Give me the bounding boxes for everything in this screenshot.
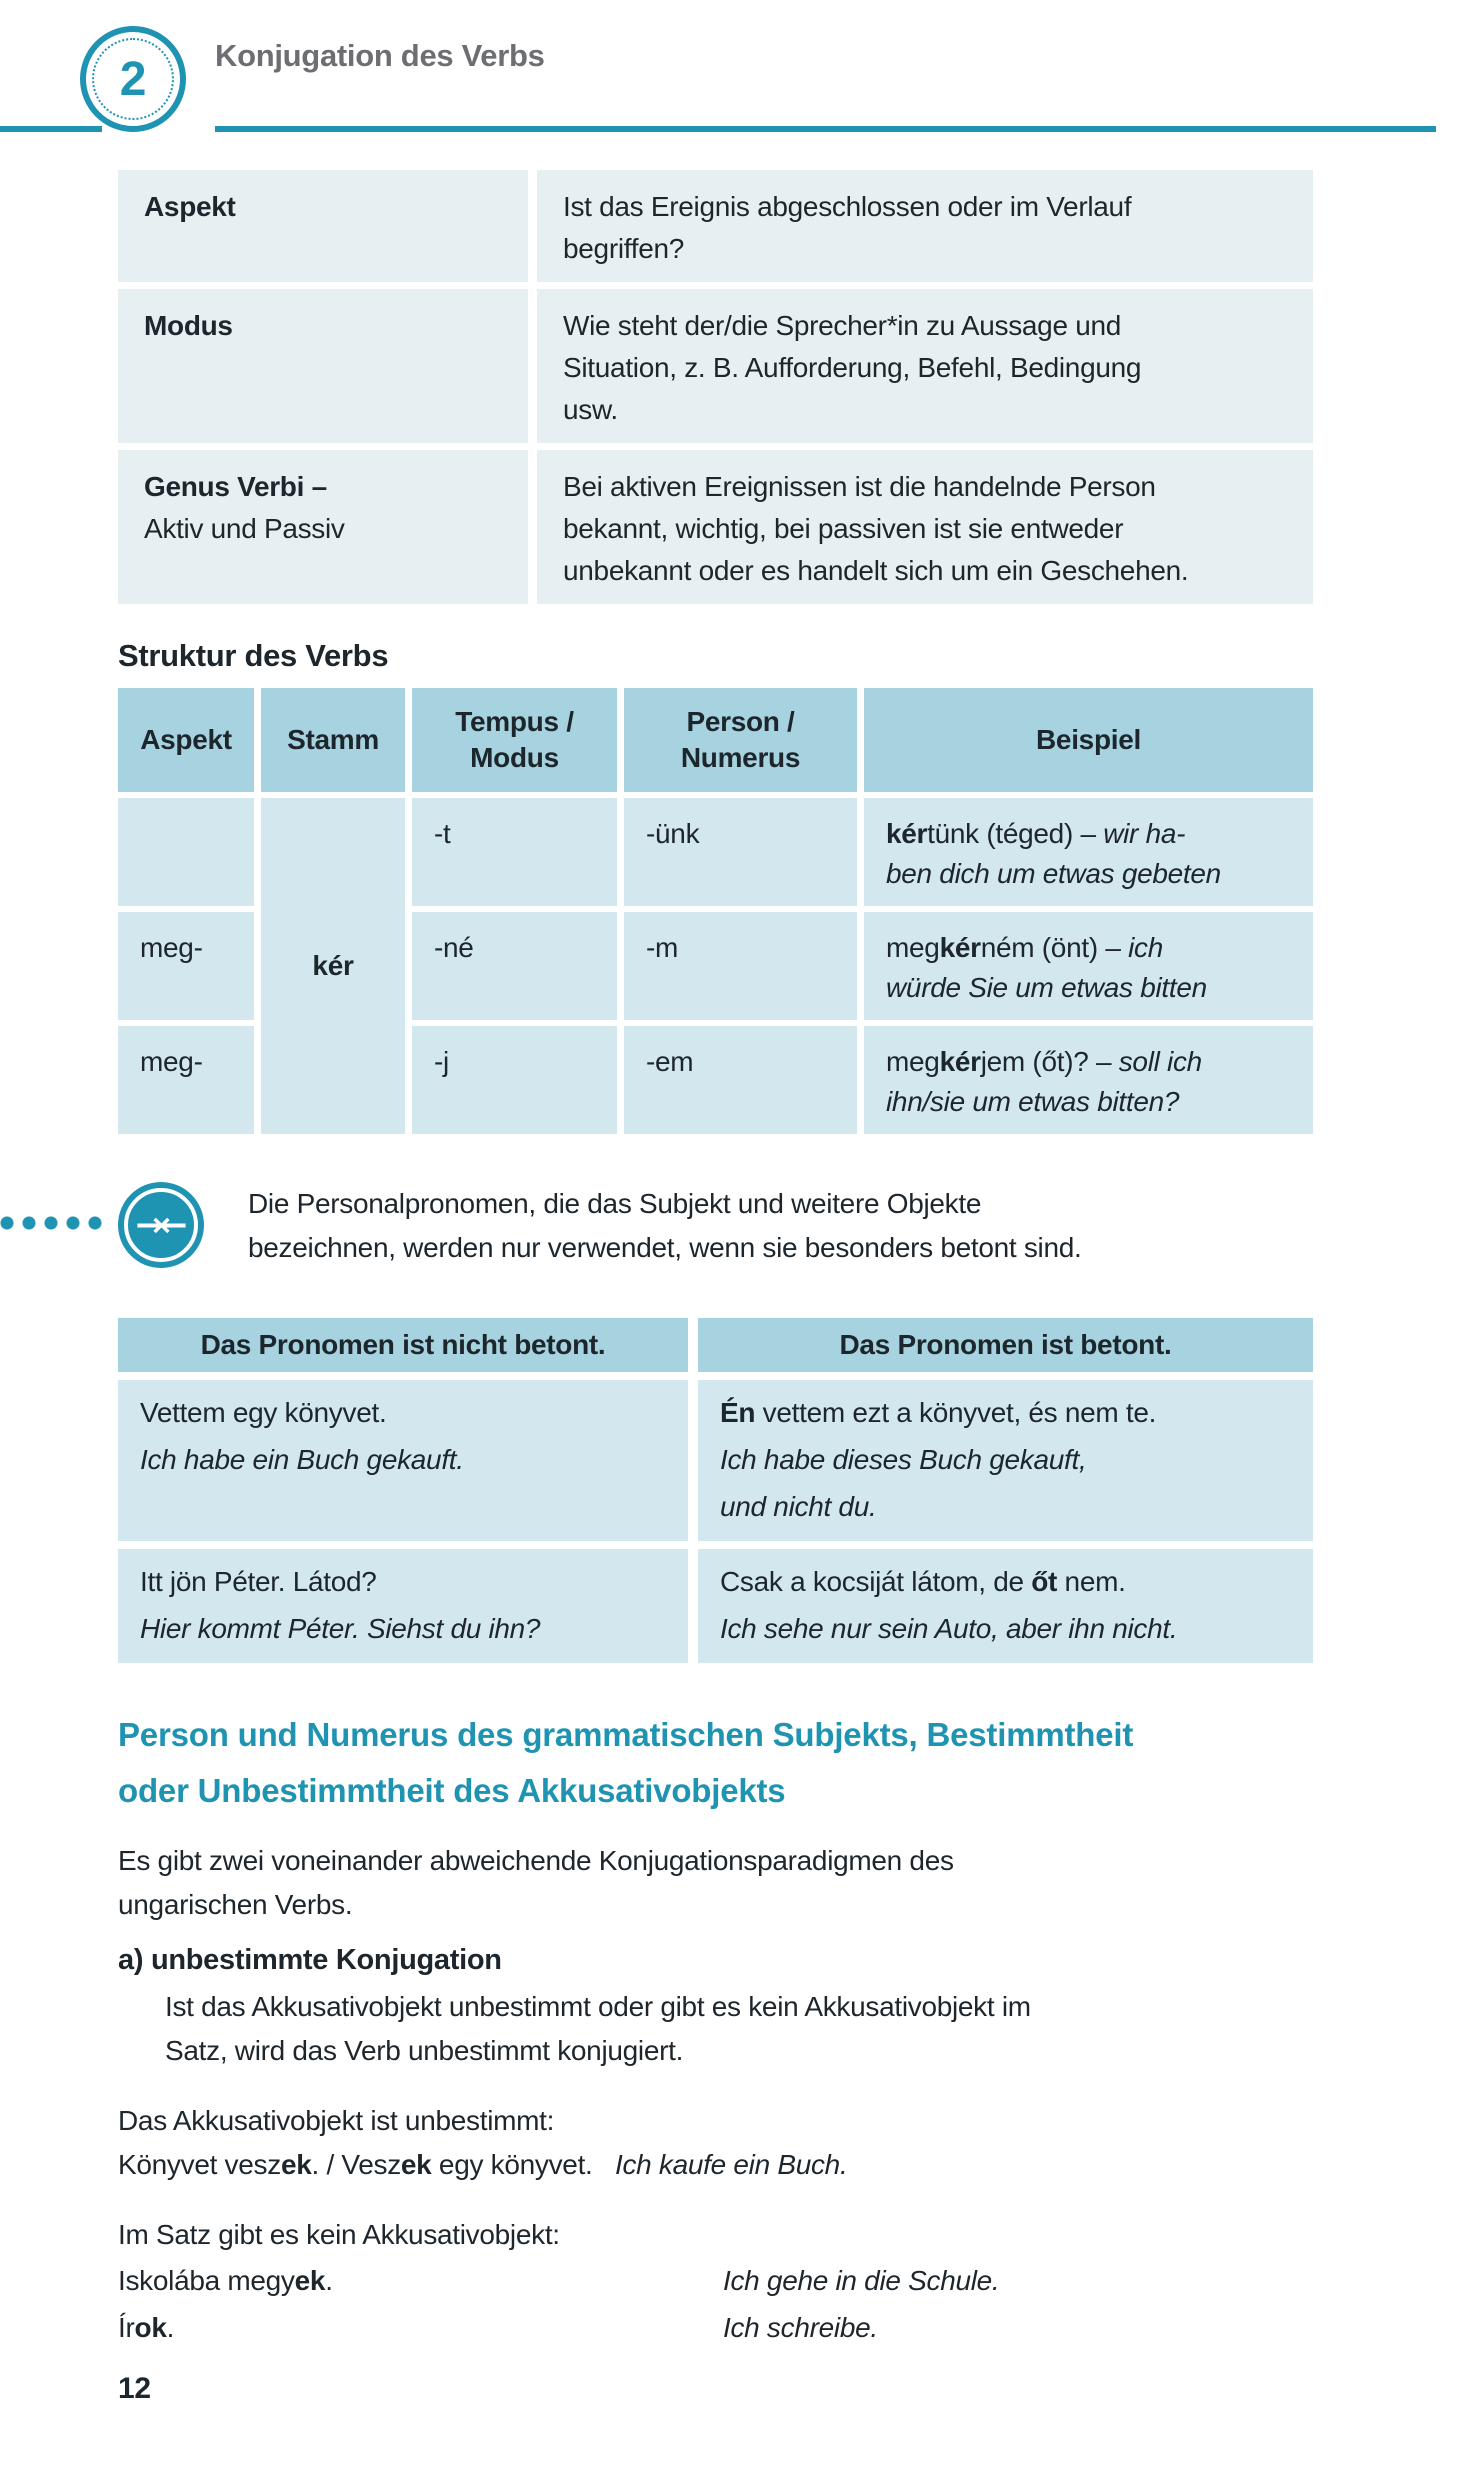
column-header-aspekt: Aspekt xyxy=(118,688,254,792)
subsection-a-body: Ist das Akkusativobjekt unbestimmt oder gibt es kein Akkusativobjekt im Satz, wird das Verb unbestimmt konjugiert. xyxy=(165,1991,1031,2066)
stamm-cell: kér xyxy=(261,798,405,1134)
tempus-cell: -j xyxy=(412,1026,617,1134)
example-hu: Írok. xyxy=(118,2312,175,2343)
tempus-cell: -né xyxy=(412,912,617,1020)
example-hu: Iskolába megyek. xyxy=(118,2265,333,2296)
example-cell: Csak a kocsiját látom, de őt nem. Ich sehe nur sein Auto, aber ihn nicht. xyxy=(698,1549,1313,1663)
column-header-beispiel: Beispiel xyxy=(864,688,1313,792)
pronoun-stressed-header: Das Pronomen ist betont. xyxy=(698,1318,1313,1372)
definition-text: Bei aktiven Ereignissen ist die handelnde Person bekannt, wichtig, bei passiven ist sie entweder unbekannt oder es handelt sich um ein Geschehen. xyxy=(537,450,1313,604)
definition-term: Aspekt xyxy=(118,170,528,282)
definition-text: Ist das Ereignis abgeschlossen oder im Verlauf begriffen? xyxy=(537,170,1313,282)
pronoun-unstressed-header: Das Pronomen ist nicht betont. xyxy=(118,1318,688,1372)
tempus-cell: -t xyxy=(412,798,617,906)
column-header-person-numerus: Person / Numerus xyxy=(624,688,857,792)
person-cell: -m xyxy=(624,912,857,1020)
person-cell: -ünk xyxy=(624,798,857,906)
aspekt-cell xyxy=(118,798,254,906)
column-header-stamm: Stamm xyxy=(261,688,405,792)
example-cell: Én vettem ezt a könyvet, és nem te. Ich habe dieses Buch gekauft, und nicht du. xyxy=(698,1380,1313,1541)
column-header-tempus-modus: Tempus / Modus xyxy=(412,688,617,792)
chapter-number: 2 xyxy=(119,52,147,106)
header-rule xyxy=(215,126,1436,132)
chapter-badge xyxy=(80,26,186,132)
section-intro: Es gibt zwei voneinander abweichende Konjugationsparadigmen des ungarischen Verbs. xyxy=(118,1845,954,1920)
header-rule-left xyxy=(0,126,102,132)
definition-term: Genus Verbi – Aktiv und Passiv xyxy=(118,450,528,604)
note-text: Die Personalpronomen, die das Subjekt und weitere Objekte bezeichnen, werden nur verwendet, wenn sie besonders betont sind. xyxy=(248,1188,1082,1263)
example-de: Ich schreibe. xyxy=(723,2312,878,2343)
dotted-line-decoration xyxy=(0,1216,108,1230)
beispiel-cell: kértünk (téged) – wir ha- ben dich um etwas gebeten xyxy=(864,798,1313,906)
example-cell: Vettem egy könyvet. Ich habe ein Buch gekauft. xyxy=(118,1380,688,1541)
definition-text: Wie steht der/die Sprecher*in zu Aussage und Situation, z. B. Aufforderung, Befehl, Bedingung usw. xyxy=(537,289,1313,443)
no-object-block xyxy=(118,2213,1313,2351)
converging-arrows-icon: →← xyxy=(118,1182,204,1268)
page-header xyxy=(0,0,1472,150)
subsection-a-title: a) unbestimmte Konjugation xyxy=(118,1944,502,1976)
grammar-note xyxy=(118,1182,1313,1278)
section-heading: Person und Numerus des grammatischen Subjekts, Bestimmtheit oder Unbestimmtheit des Akkusativobjekts xyxy=(118,1716,1134,1809)
definition-table xyxy=(118,170,1313,604)
beispiel-cell: megkérjem (őt)? – soll ich ihn/sie um etwas bitten? xyxy=(864,1026,1313,1134)
page-number: 12 xyxy=(118,2372,151,2405)
indefinite-object-example: Könyvet veszek. / Veszek egy könyvet. Ich kaufe ein Buch. xyxy=(118,2149,848,2180)
page-title: Konjugation des Verbs xyxy=(215,38,545,73)
aspekt-cell: meg- xyxy=(118,912,254,1020)
example-de: Ich gehe in die Schule. xyxy=(723,2265,1000,2296)
pronoun-table xyxy=(118,1318,1313,1663)
beispiel-cell: megkérném (önt) – ich würde Sie um etwas bitten xyxy=(864,912,1313,1020)
indefinite-object-label: Das Akkusativobjekt ist unbestimmt: xyxy=(118,2105,555,2136)
no-object-label: Im Satz gibt es kein Akkusativobjekt: xyxy=(118,2219,560,2250)
structure-heading: Struktur des Verbs xyxy=(118,638,389,673)
person-cell: -em xyxy=(624,1026,857,1134)
structure-table xyxy=(118,688,1313,1134)
aspekt-cell: meg- xyxy=(118,1026,254,1134)
definition-term: Modus xyxy=(118,289,528,443)
example-cell: Itt jön Péter. Látod? Hier kommt Péter. Siehst du ihn? xyxy=(118,1549,688,1663)
